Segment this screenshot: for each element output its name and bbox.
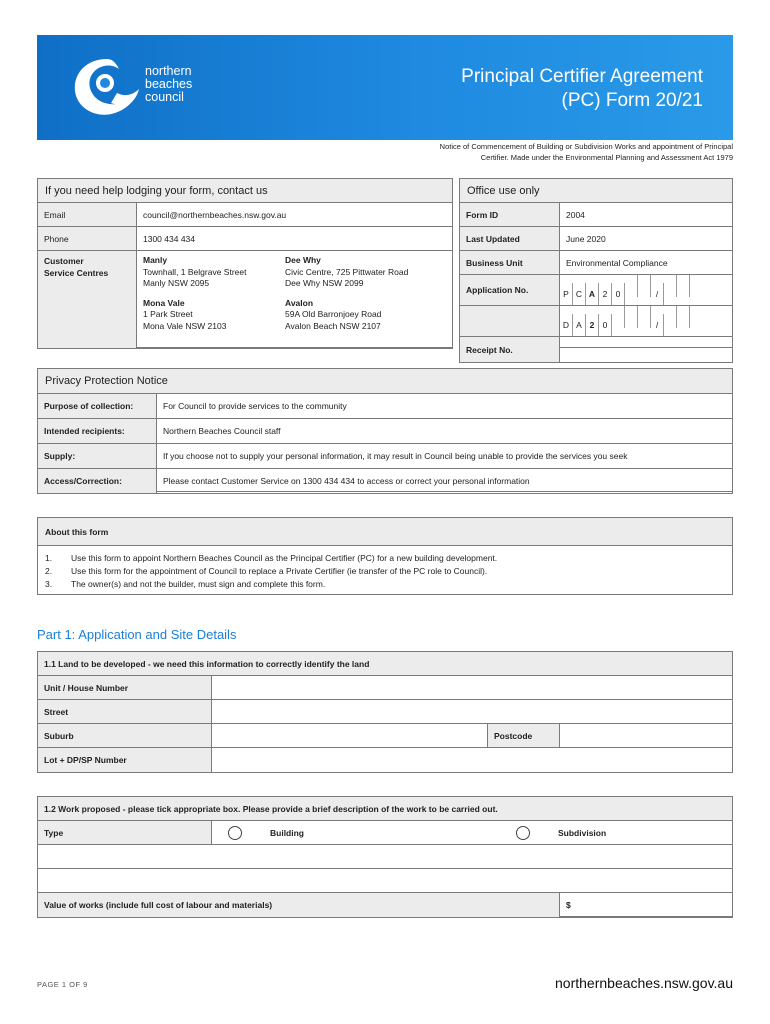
privacy-value-supply: If you choose not to supply your personal information, it may result in Council being unable to provide the services you seek [157, 444, 733, 469]
receipt-field[interactable] [560, 337, 733, 363]
form-id-value: 2004 [560, 203, 733, 227]
form-id-label: Form ID [460, 203, 560, 227]
website-url[interactable]: northernbeaches.nsw.gov.au [555, 975, 733, 991]
type-label: Type [38, 821, 212, 845]
email-value[interactable]: council@northernbeaches.nsw.gov.au [137, 203, 453, 227]
last-updated-value: June 2020 [560, 227, 733, 251]
street-label: Street [38, 700, 212, 724]
privacy-notice-box [37, 368, 733, 492]
business-unit-label: Business Unit [460, 251, 560, 275]
application-row-1[interactable]: P C A 2 0 / [560, 275, 733, 306]
work-heading: 1.2 Work proposed - please tick appropriate box. Please provide a brief description of the work to be carried out. [38, 797, 733, 821]
unit-label: Unit / House Number [38, 676, 212, 700]
privacy-value-purpose: For Council to provide services to the community [157, 394, 733, 419]
work-description-input-2[interactable] [38, 869, 733, 893]
office-use-box [459, 178, 733, 355]
street-input[interactable] [212, 700, 733, 724]
value-label: Value of works (include full cost of labour and materials) [38, 893, 560, 918]
receipt-label: Receipt No. [460, 337, 560, 363]
list-item: 1. Use this form to appoint Northern Beaches Council as the Principal Certifier (PC) for a new building development. [45, 553, 498, 563]
help-contact-box [37, 178, 453, 348]
phone-label: Phone [38, 227, 137, 251]
council-logo-icon [67, 53, 147, 123]
lot-label: Lot + DP/SP Number [38, 748, 212, 773]
last-updated-label: Last Updated [460, 227, 560, 251]
about-list [38, 546, 732, 597]
centre-dee-why: Dee Why Civic Centre, 725 Pittwater Road Dee Why NSW 2099 [285, 255, 409, 288]
business-unit-value: Environmental Compliance [560, 251, 733, 275]
page-number: PAGE 1 OF 9 [37, 980, 88, 989]
centre-mona-vale: Mona Vale 1 Park Street Mona Vale NSW 2103 [143, 297, 227, 331]
suburb-input[interactable] [212, 724, 488, 748]
postcode-label: Postcode [488, 724, 560, 748]
phone-value[interactable]: 1300 434 434 [137, 227, 453, 251]
subdivision-radio[interactable] [516, 826, 530, 840]
legislation-notice: Notice of Commencement of Building or Subdivision Works and appointment of Principal Certifier. Made under the Environmental Planning and Assessment Act 1979 [439, 142, 733, 162]
email-label: Email [38, 203, 137, 227]
privacy-label-purpose: Purpose of collection: [38, 394, 157, 419]
privacy-label-access: Access/Correction: [38, 469, 157, 494]
centre-avalon: Avalon 59A Old Barronjoey Road Avalon Beach NSW 2107 [285, 297, 382, 331]
about-heading: About this form [38, 518, 732, 546]
building-radio[interactable] [228, 826, 242, 840]
privacy-heading: Privacy Protection Notice [38, 369, 732, 394]
list-item: 2. Use this form for the appointment of Council to replace a Private Certifier (ie transfer of the PC role to Council). [45, 566, 488, 576]
land-heading: 1.1 Land to be developed - we need this information to correctly identify the land [38, 652, 733, 676]
council-logo-text: northern beaches council [145, 64, 193, 104]
office-heading: Office use only [460, 179, 732, 203]
postcode-input[interactable] [560, 724, 733, 748]
application-spacer [460, 306, 560, 337]
application-label: Application No. [460, 275, 560, 306]
privacy-label-supply: Supply: [38, 444, 157, 469]
type-options [212, 821, 733, 845]
suburb-label: Suburb [38, 724, 212, 748]
privacy-value-access: Please contact Customer Service on 1300 434 434 to access or correct your personal information [157, 469, 733, 494]
privacy-label-recipients: Intended recipients: [38, 419, 157, 444]
work-description-input-1[interactable] [38, 845, 733, 869]
page-title: Principal Certifier Agreement (PC) Form 20/21 [461, 66, 703, 111]
header-banner [37, 35, 733, 140]
help-heading: If you need help lodging your form, contact us [38, 179, 452, 203]
unit-input[interactable] [212, 676, 733, 700]
lot-input[interactable] [212, 748, 733, 773]
building-label: Building [270, 827, 304, 838]
about-form-box [37, 517, 733, 595]
list-item: 3. The owner(s) and not the builder, must sign and complete this form. [45, 579, 326, 589]
subdivision-label: Subdivision [558, 827, 607, 838]
application-row-2[interactable]: D A 2 0 / [560, 306, 733, 337]
privacy-value-recipients: Northern Beaches Council staff [157, 419, 733, 444]
value-input[interactable]: $ [560, 893, 733, 918]
land-details-box [37, 651, 733, 773]
centres-label: Customer Service Centres [38, 251, 137, 349]
centre-manly: Manly Townhall, 1 Belgrave Street Manly NSW 2095 [143, 255, 247, 288]
work-proposed-box [37, 796, 733, 917]
service-centres [137, 251, 453, 349]
part1-title: Part 1: Application and Site Details [37, 627, 237, 642]
